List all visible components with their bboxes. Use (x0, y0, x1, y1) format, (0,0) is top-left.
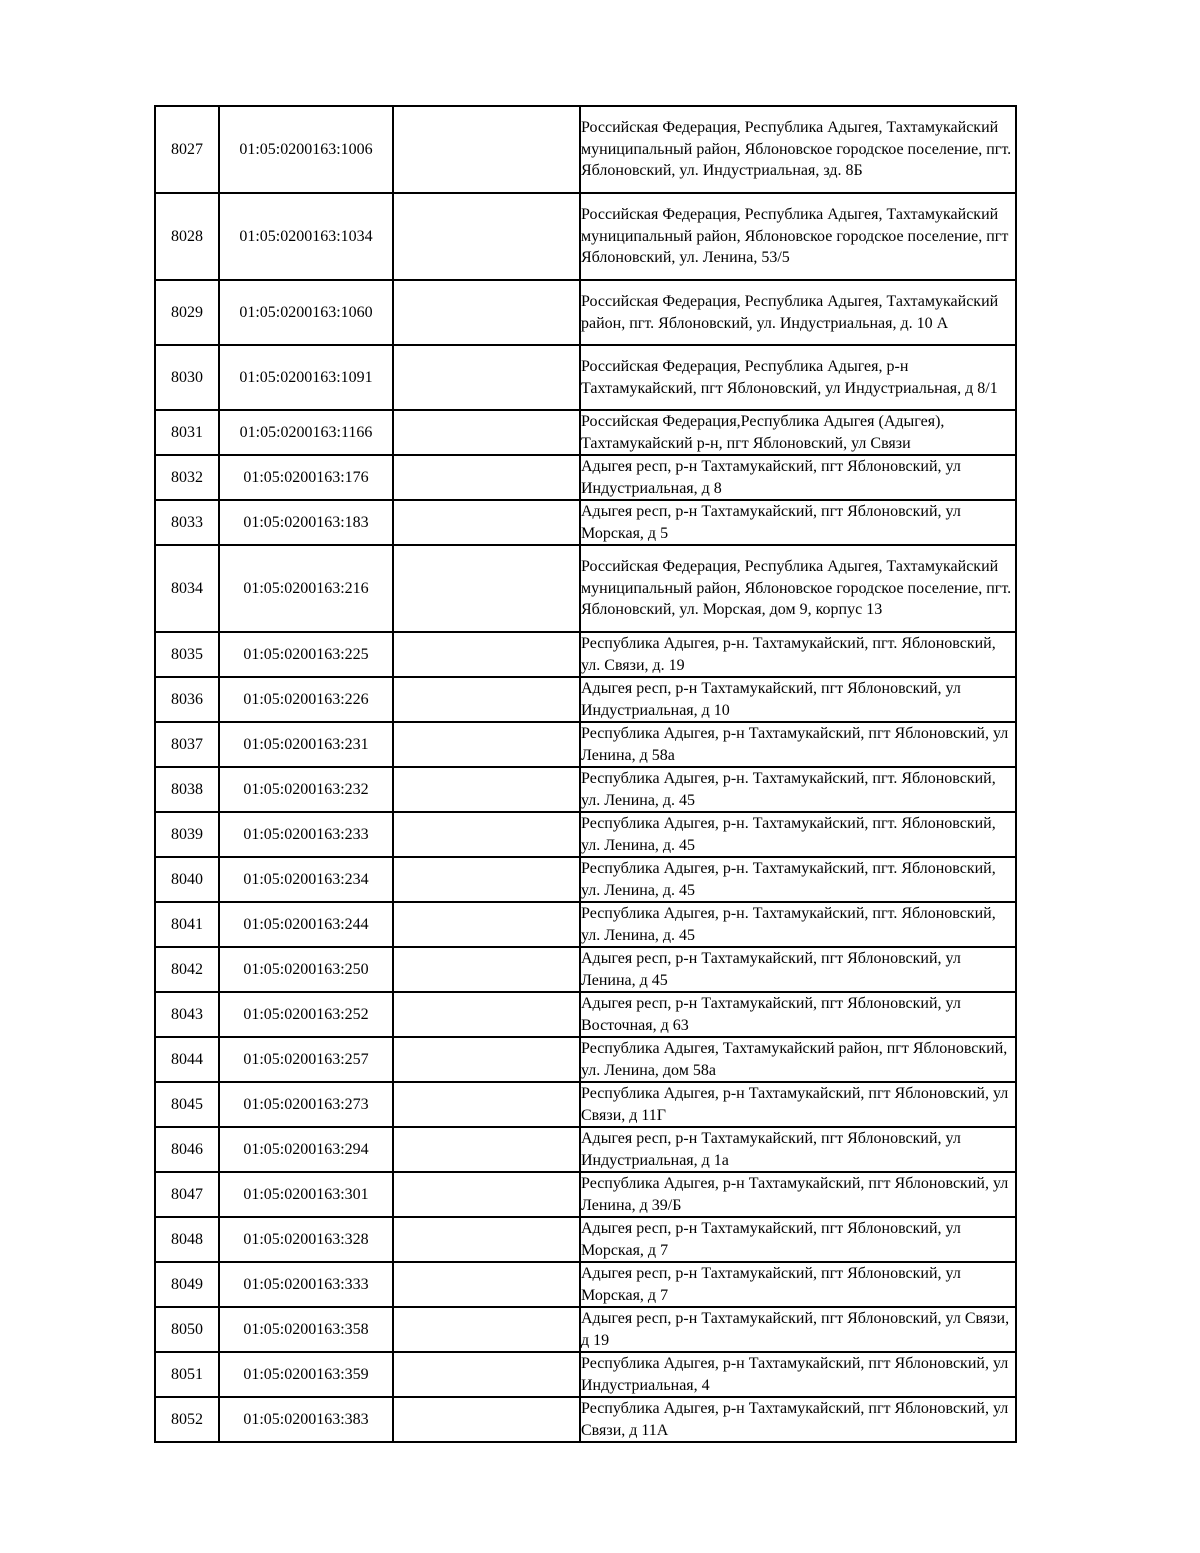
empty-cell (393, 812, 580, 857)
cadastral-number-cell: 01:05:0200163:252 (219, 992, 393, 1037)
address-cell: Адыгея респ, р-н Тахтамукайский, пгт Яблоновский, ул Ленина, д 45 (580, 947, 1016, 992)
cadastral-number-cell: 01:05:0200163:358 (219, 1307, 393, 1352)
row-number-cell: 8033 (155, 500, 219, 545)
table-row (155, 1262, 1016, 1307)
table-row (155, 193, 1016, 280)
cadastral-number-cell: 01:05:0200163:1060 (219, 280, 393, 345)
row-number-cell: 8047 (155, 1172, 219, 1217)
cadastral-number-cell: 01:05:0200163:226 (219, 677, 393, 722)
table-row (155, 345, 1016, 410)
cadastral-number-cell: 01:05:0200163:359 (219, 1352, 393, 1397)
empty-cell (393, 767, 580, 812)
address-cell: Республика Адыгея, р-н. Тахтамукайский, пгт. Яблоновский, ул. Ленина, д. 45 (580, 902, 1016, 947)
empty-cell (393, 280, 580, 345)
address-cell: Адыгея респ, р-н Тахтамукайский, пгт Яблоновский, ул Индустриальная, д 8 (580, 455, 1016, 500)
row-number-cell: 8046 (155, 1127, 219, 1172)
row-number-cell: 8052 (155, 1397, 219, 1442)
address-cell: Российская Федерация, Республика Адыгея, р-н Тахтамукайский, пгт Яблоновский, ул Индустриальная, д 8/1 (580, 345, 1016, 410)
empty-cell (393, 345, 580, 410)
empty-cell (393, 992, 580, 1037)
row-number-cell: 8036 (155, 677, 219, 722)
empty-cell (393, 1217, 580, 1262)
cadastral-number-cell: 01:05:0200163:250 (219, 947, 393, 992)
empty-cell (393, 1352, 580, 1397)
address-cell: Адыгея респ, р-н Тахтамукайский, пгт Яблоновский, ул Восточная, д 63 (580, 992, 1016, 1037)
empty-cell (393, 632, 580, 677)
address-cell: Адыгея респ, р-н Тахтамукайский, пгт Яблоновский, ул Связи, д 19 (580, 1307, 1016, 1352)
address-cell: Республика Адыгея, р-н Тахтамукайский, пгт Яблоновский, ул Связи, д 11А (580, 1397, 1016, 1442)
table-row (155, 767, 1016, 812)
row-number-cell: 8032 (155, 455, 219, 500)
address-cell: Республика Адыгея, р-н Тахтамукайский, пгт Яблоновский, ул Ленина, д 58а (580, 722, 1016, 767)
table-row (155, 812, 1016, 857)
cadastral-number-cell: 01:05:0200163:1091 (219, 345, 393, 410)
table-row (155, 1082, 1016, 1127)
empty-cell (393, 1172, 580, 1217)
row-number-cell: 8050 (155, 1307, 219, 1352)
cadastral-number-cell: 01:05:0200163:333 (219, 1262, 393, 1307)
table-row (155, 1307, 1016, 1352)
empty-cell (393, 1262, 580, 1307)
row-number-cell: 8035 (155, 632, 219, 677)
cadastral-number-cell: 01:05:0200163:176 (219, 455, 393, 500)
address-cell: Адыгея респ, р-н Тахтамукайский, пгт Яблоновский, ул Индустриальная, д 1а (580, 1127, 1016, 1172)
table-row (155, 677, 1016, 722)
table-row (155, 410, 1016, 455)
empty-cell (393, 722, 580, 767)
address-cell: Республика Адыгея, р-н Тахтамукайский, пгт Яблоновский, ул Связи, д 11Г (580, 1082, 1016, 1127)
cadastral-number-cell: 01:05:0200163:216 (219, 545, 393, 632)
address-cell: Адыгея респ, р-н Тахтамукайский, пгт Яблоновский, ул Морская, д 7 (580, 1262, 1016, 1307)
table-row (155, 1127, 1016, 1172)
row-number-cell: 8044 (155, 1037, 219, 1082)
row-number-cell: 8048 (155, 1217, 219, 1262)
empty-cell (393, 947, 580, 992)
cadastral-number-cell: 01:05:0200163:234 (219, 857, 393, 902)
cadastral-number-cell: 01:05:0200163:233 (219, 812, 393, 857)
registry-table (154, 105, 1017, 1443)
row-number-cell: 8028 (155, 193, 219, 280)
cadastral-number-cell: 01:05:0200163:244 (219, 902, 393, 947)
table-row (155, 947, 1016, 992)
empty-cell (393, 1037, 580, 1082)
row-number-cell: 8040 (155, 857, 219, 902)
address-cell: Республика Адыгея, р-н. Тахтамукайский, пгт. Яблоновский, ул. Ленина, д. 45 (580, 812, 1016, 857)
cadastral-number-cell: 01:05:0200163:294 (219, 1127, 393, 1172)
empty-cell (393, 106, 580, 193)
cadastral-number-cell: 01:05:0200163:273 (219, 1082, 393, 1127)
address-cell: Российская Федерация, Республика Адыгея, Тахтамукайский район, пгт. Яблоновский, ул. Индустриальная, д. 10 А (580, 280, 1016, 345)
table-row (155, 280, 1016, 345)
row-number-cell: 8038 (155, 767, 219, 812)
address-cell: Республика Адыгея, р-н. Тахтамукайский, пгт. Яблоновский, ул. Связи, д. 19 (580, 632, 1016, 677)
empty-cell (393, 545, 580, 632)
table-row (155, 500, 1016, 545)
empty-cell (393, 1082, 580, 1127)
table-row (155, 722, 1016, 767)
address-cell: Адыгея респ, р-н Тахтамукайский, пгт Яблоновский, ул Морская, д 5 (580, 500, 1016, 545)
table-row (155, 1172, 1016, 1217)
empty-cell (393, 1127, 580, 1172)
empty-cell (393, 455, 580, 500)
cadastral-number-cell: 01:05:0200163:232 (219, 767, 393, 812)
cadastral-number-cell: 01:05:0200163:383 (219, 1397, 393, 1442)
empty-cell (393, 500, 580, 545)
cadastral-number-cell: 01:05:0200163:328 (219, 1217, 393, 1262)
empty-cell (393, 902, 580, 947)
row-number-cell: 8049 (155, 1262, 219, 1307)
cadastral-number-cell: 01:05:0200163:225 (219, 632, 393, 677)
row-number-cell: 8027 (155, 106, 219, 193)
address-cell: Республика Адыгея, р-н. Тахтамукайский, пгт. Яблоновский, ул. Ленина, д. 45 (580, 767, 1016, 812)
empty-cell (393, 1307, 580, 1352)
empty-cell (393, 677, 580, 722)
row-number-cell: 8031 (155, 410, 219, 455)
address-cell: Адыгея респ, р-н Тахтамукайский, пгт Яблоновский, ул Индустриальная, д 10 (580, 677, 1016, 722)
cadastral-number-cell: 01:05:0200163:1166 (219, 410, 393, 455)
table-row (155, 455, 1016, 500)
table-row (155, 545, 1016, 632)
row-number-cell: 8042 (155, 947, 219, 992)
address-cell: Российская Федерация, Республика Адыгея, Тахтамукайский муниципальный район, Яблоновское городское поселение, пгт Яблоновский, ул. Ленина, 53/5 (580, 193, 1016, 280)
empty-cell (393, 410, 580, 455)
row-number-cell: 8043 (155, 992, 219, 1037)
table-row (155, 632, 1016, 677)
empty-cell (393, 193, 580, 280)
table-row (155, 106, 1016, 193)
cadastral-number-cell: 01:05:0200163:1034 (219, 193, 393, 280)
registry-table-body (155, 106, 1016, 1442)
address-cell: Адыгея респ, р-н Тахтамукайский, пгт Яблоновский, ул Морская, д 7 (580, 1217, 1016, 1262)
empty-cell (393, 857, 580, 902)
address-cell: Российская Федерация,Республика Адыгея (Адыгея), Тахтамукайский р-н, пгт Яблоновский, ул Связи (580, 410, 1016, 455)
cadastral-number-cell: 01:05:0200163:183 (219, 500, 393, 545)
address-cell: Республика Адыгея, Тахтамукайский район, пгт Яблоновский, ул. Ленина, дом 58а (580, 1037, 1016, 1082)
cadastral-number-cell: 01:05:0200163:231 (219, 722, 393, 767)
cadastral-number-cell: 01:05:0200163:1006 (219, 106, 393, 193)
table-row (155, 992, 1016, 1037)
cadastral-number-cell: 01:05:0200163:301 (219, 1172, 393, 1217)
table-row (155, 1217, 1016, 1262)
address-cell: Российская Федерация, Республика Адыгея, Тахтамукайский муниципальный район, Яблоновское городское поселение, пгт. Яблоновский, ул. Морская, дом 9, корпус 13 (580, 545, 1016, 632)
row-number-cell: 8041 (155, 902, 219, 947)
table-row (155, 857, 1016, 902)
table-row (155, 1397, 1016, 1442)
address-cell: Республика Адыгея, р-н. Тахтамукайский, пгт. Яблоновский, ул. Ленина, д. 45 (580, 857, 1016, 902)
table-row (155, 1352, 1016, 1397)
row-number-cell: 8029 (155, 280, 219, 345)
row-number-cell: 8030 (155, 345, 219, 410)
table-row (155, 1037, 1016, 1082)
row-number-cell: 8039 (155, 812, 219, 857)
empty-cell (393, 1397, 580, 1442)
address-cell: Республика Адыгея, р-н Тахтамукайский, пгт Яблоновский, ул Индустриальная, 4 (580, 1352, 1016, 1397)
table-row (155, 902, 1016, 947)
address-cell: Российская Федерация, Республика Адыгея, Тахтамукайский муниципальный район, Яблоновское городское поселение, пгт. Яблоновский, ул. Индустриальная, зд. 8Б (580, 106, 1016, 193)
address-cell: Республика Адыгея, р-н Тахтамукайский, пгт Яблоновский, ул Ленина, д 39/Б (580, 1172, 1016, 1217)
row-number-cell: 8034 (155, 545, 219, 632)
row-number-cell: 8037 (155, 722, 219, 767)
row-number-cell: 8045 (155, 1082, 219, 1127)
cadastral-number-cell: 01:05:0200163:257 (219, 1037, 393, 1082)
row-number-cell: 8051 (155, 1352, 219, 1397)
